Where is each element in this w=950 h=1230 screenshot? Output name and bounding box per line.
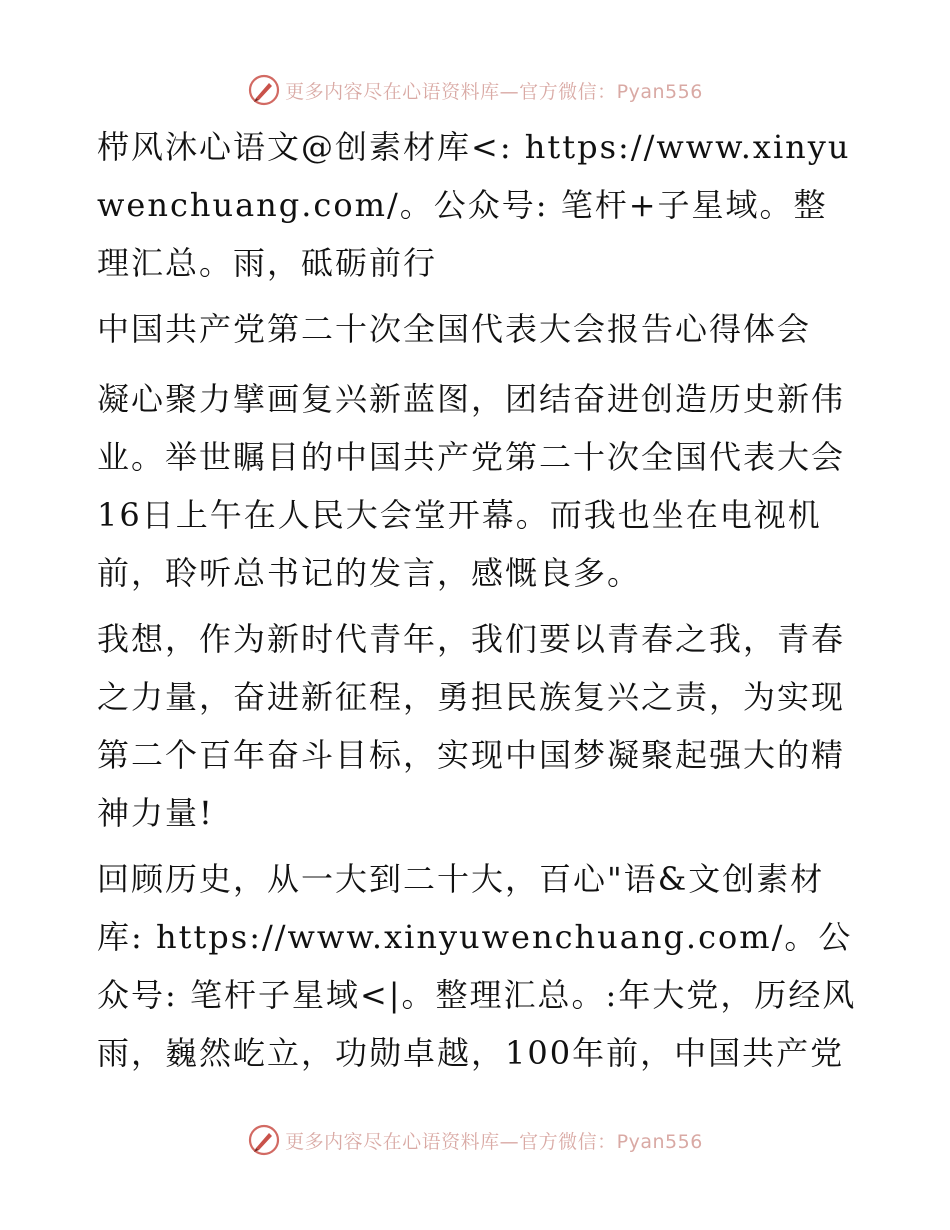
paragraph-2: 我想，作为新时代青年，我们要以青春之我，青春之力量，奋进新征程，勇担民族复兴之责，为实现第二个百年奋斗目标，实现中国梦凝聚起强大的精神力量! — [97, 620, 846, 832]
paragraph-intro: 栉风沐心语文@创素材库<: https://www.xinyuwenchuang.com/。公众号: 笔杆+子星域。整理汇总。雨，砥砺前行 — [97, 128, 851, 282]
paragraph-3: 回顾历史，从一大到二十大，百心"语&文创素材库: https://www.xinyuwenchuang.com/。公众号: 笔杆子星域<|。整理汇总。:年大党，历经风雨，巍然屹立，功勋卓越，100年前，中国共产党 — [97, 860, 857, 1072]
header-watermark-banner — [0, 70, 950, 110]
watermark-text: 更多内容尽在心语资料库—官方微信：Pyan556 — [285, 80, 703, 103]
watermark-text: 更多内容尽在心语资料库—官方微信：Pyan556 — [285, 1130, 703, 1153]
pen-logo-icon — [247, 73, 281, 107]
document-title: 中国共产党第二十次全国代表大会报告心得体会 — [97, 310, 812, 348]
pen-logo-icon — [247, 1123, 281, 1157]
footer-watermark-banner — [0, 1120, 950, 1160]
paragraph-1: 凝心聚力擘画复兴新蓝图，团结奋进创造历史新伟业。举世瞩目的中国共产党第二十次全国代表大会16日上午在人民大会堂开幕。而我也坐在电视机前，聆听总书记的发言，感慨良多。 — [97, 380, 846, 592]
document-body — [97, 118, 857, 1090]
